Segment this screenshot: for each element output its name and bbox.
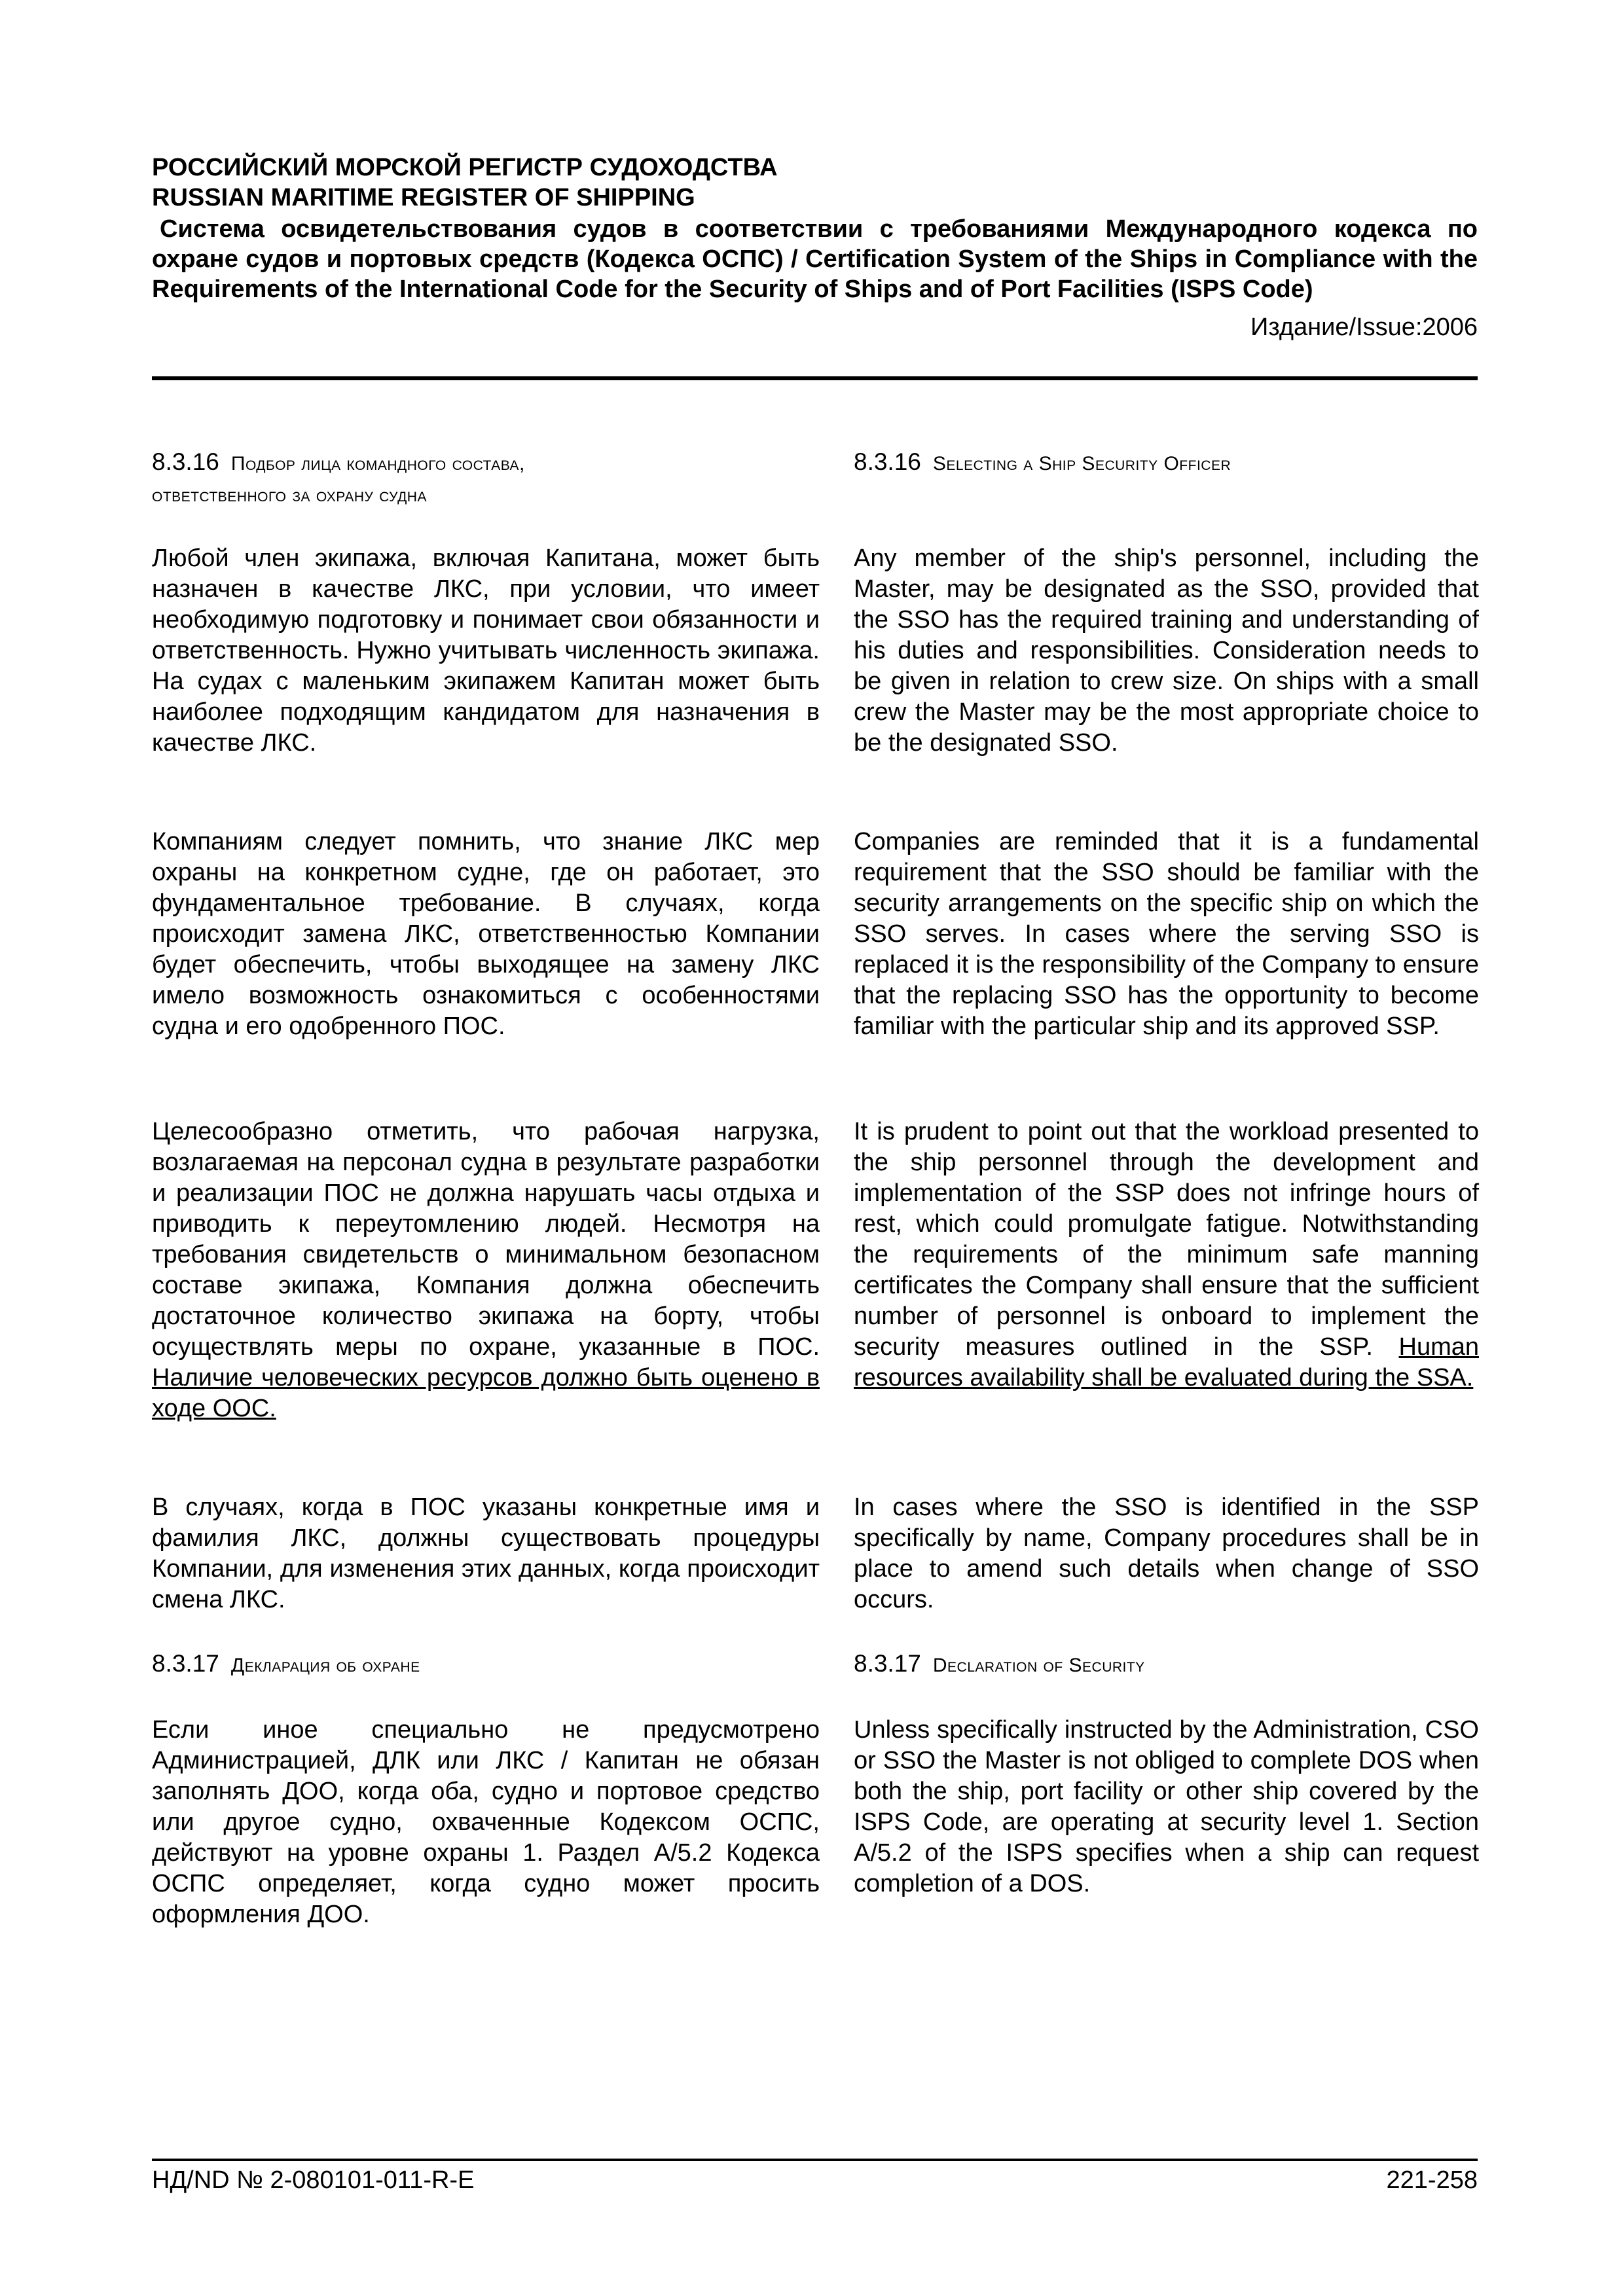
org-name-ru: РОССИЙСКИЙ МОРСКОЙ РЕГИСТР СУДОХОДСТВА xyxy=(152,154,778,181)
paragraph-ru-2: Компаниям следует помнить, что знание ЛКС мер охраны на конкретном судне, где он работает, это фундаментальное требование. В случаях, когда происходит замена ЛКС, ответственностью Компании будет обеспечить, чтобы выходящее на замену ЛКС имело возможность ознакомиться с особенностями судна и его одобренного ПОС. xyxy=(152,828,820,1040)
footer-divider xyxy=(152,2159,1478,2161)
paragraph-en-4: In cases where the SSO is identified in the SSP specifically by name, Company procedures shall be in place to amend such details when change of SSO occurs. xyxy=(854,1494,1479,1613)
paragraph-en-3-text: It is prudent to point out that the workload presented to the ship personnel through the development and implementation of the SSP does not infringe hours of rest, which could promulgate fatigue. Notwithstanding the requirements of the minimum safe manning certificates the Company shall ensure that the sufficient number of personnel is onboard to implement the security measures outlined in the SSP. xyxy=(854,1118,1479,1361)
section-title: Selecting a Ship Security Officer xyxy=(932,453,1231,475)
paragraph-ru-3 xyxy=(152,1117,820,1424)
section-number: 8.3.16 xyxy=(854,448,921,475)
document-description: Система освидетельствования судов в соответствии с требованиями Международного кодекса по охране судов и портовых средств (Кодекса ОСПС) / Certification System of the Ships in Compliance with the Requirements of the International Code for the Security of Ships and of Port Facilities (ISPS Code) xyxy=(152,215,1478,303)
org-name-en: RUSSIAN MARITIME REGISTER OF SHIPPING xyxy=(152,184,695,211)
issue-label: Издание/Issue:2006 xyxy=(1250,314,1478,341)
document-header xyxy=(152,152,1478,342)
section-number: 8.3.17 xyxy=(854,1650,921,1677)
section-heading-ru-8-3-17 xyxy=(152,1649,420,1681)
paragraph-en-5: Unless specifically instructed by the Administration, CSO or SSO the Master is not obliged to complete DOS when both the ship, port facility or other ship covered by the ISPS Code, are operating at security level 1. Section A/5.2 of the ISPS specifies when a ship can request completion of a DOS. xyxy=(854,1716,1479,1897)
section-number: 8.3.17 xyxy=(152,1650,219,1677)
section-number: 8.3.16 xyxy=(152,448,219,475)
paragraph-en-2: Companies are reminded that it is a fundamental requirement that the SSO should be familiar with the security arrangements on the specific ship on which the SSO serves. In cases where the serving SSO is replaced it is the responsibility of the Company to ensure that the replacing SSO has the opportunity to become familiar with the particular ship and its approved SSP. xyxy=(854,828,1479,1040)
page-number: 221-258 xyxy=(1386,2166,1478,2194)
paragraph-ru-5: Если иное специально не предусмотрено Администрацией, ДЛК или ЛКС / Капитан не обязан заполнять ДОО, когда оба, судно и портовое средство или другое судно, охваченные Кодексом ОСПС, действуют на уровне охраны 1. Раздел А/5.2 Кодекса ОСПС определяет, когда судно может просить оформления ДОО. xyxy=(152,1716,820,1928)
section-title: Подбор лица командного состава, xyxy=(230,453,525,475)
section-heading-en-8-3-17 xyxy=(854,1649,1145,1681)
paragraph-en-1: Any member of the ship's personnel, including the Master, may be designated as the SSO, provided that the SSO has the required training and understanding of his duties and responsibilities. Consideration needs to be given in relation to crew size. On ships with a small crew the Master may be the most appropriate choice to be the designated SSO. xyxy=(854,545,1479,757)
paragraph-en-3-underlined: Human resources availability shall be evaluated during the SSA. xyxy=(854,1333,1479,1391)
section-heading-en-8-3-16 xyxy=(854,447,1231,479)
paragraph-ru-3-text: Целесообразно отметить, что рабочая нагрузка, возлагаемая на персонал судна в результате разработки и реализации ПОС не должна нарушать часы отдыха и приводить к переутомлению людей. Несмотря на требования свидетельств о минимальном безопасном составе экипажа, Компания должна обеспечить достаточное количество экипажа на борту, чтобы осуществлять меры по охране, указанные в ПОС. xyxy=(152,1118,820,1361)
section-title: Декларация об охране xyxy=(230,1655,420,1676)
paragraph-ru-1: Любой член экипажа, включая Капитана, может быть назначен в качестве ЛКС, при условии, что имеет необходимую подготовку и понимает свои обязанности и ответственность. Нужно учитывать численность экипажа. На судах с маленьким экипажем Капитан может быть наиболее подходящим кандидатом для назначения в качестве ЛКС. xyxy=(152,545,820,757)
section-heading-ru-8-3-16 xyxy=(152,447,525,511)
paragraph-en-3 xyxy=(854,1117,1479,1393)
header-divider xyxy=(152,376,1478,380)
paragraph-ru-3-underlined: Наличие человеческих ресурсов должно быть оценено в ходе ООС. xyxy=(152,1364,820,1422)
document-number: НД/ND № 2-080101-011-R-E xyxy=(152,2166,475,2194)
section-title: Declaration of Security xyxy=(932,1655,1145,1676)
section-title-cont: ответственного за охрану судна xyxy=(152,484,427,506)
paragraph-ru-4: В случаях, когда в ПОС указаны конкретные имя и фамилия ЛКС, должны существовать процедуры Компании, для изменения этих данных, когда происходит смена ЛКС. xyxy=(152,1494,820,1613)
